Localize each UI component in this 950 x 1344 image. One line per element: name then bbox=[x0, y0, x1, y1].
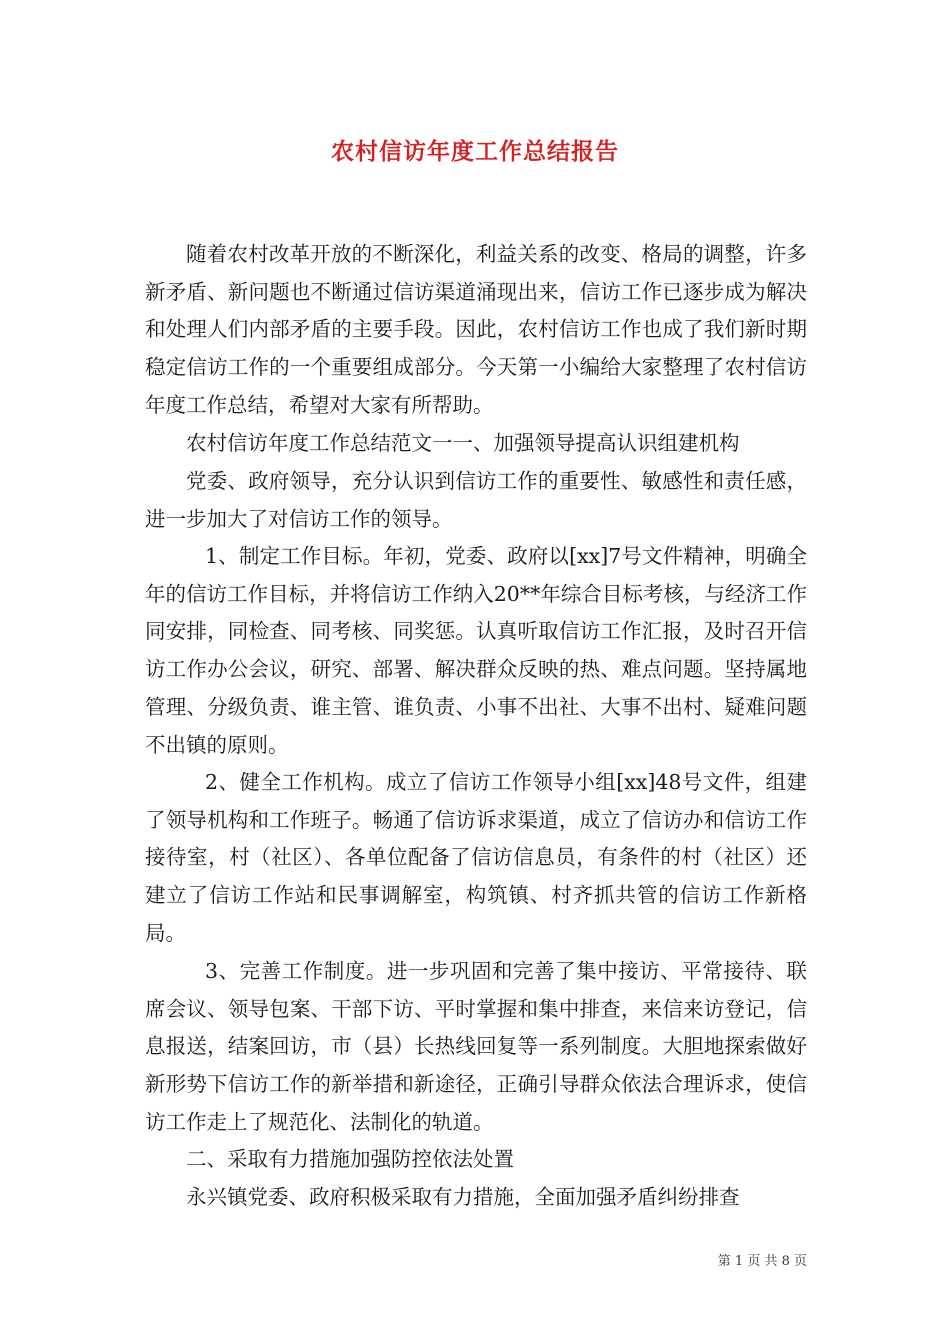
paragraph-leadership: 党委、政府领导，充分认识到信访工作的重要性、敏感性和责任感，进一步加大了对信访工作的领导。 bbox=[145, 469, 807, 531]
paragraph-section-two-body: 永兴镇党委、政府积极采取有力措施，全面加强矛盾纠纷排查 bbox=[186, 1185, 740, 1209]
page-number-footer: 第 1 页 共 8 页 bbox=[717, 1254, 807, 1269]
paragraph-intro: 随着农村改革开放的不断深化，利益关系的改变、格局的调整，许多新矛盾、新问题也不断通过信访渠道涌现出来，信访工作已逐步成为解决和处理人们内部矛盾的主要手段。因此，农村信访工作也成了我们新时期稳定信访工作的一个重要组成部分。今天第一小编给大家整理了农村信访年度工作总结，希望对大家有所帮助。 bbox=[145, 242, 807, 417]
paragraph-item-2: 2、健全工作机构。成立了信访工作领导小组[xx]48号文件，组建了领导机构和工作班子。畅通了信访诉求渠道，成立了信访办和信访工作接待室，村（社区）、各单位配备了信访信息员，有条件的村（社区）还建立了信访工作站和民事调解室，构筑镇、村齐抓共管的信访工作新格局。 bbox=[145, 770, 807, 945]
paragraph-item-1: 1、制定工作目标。年初，党委、政府以[xx]7号文件精神，明确全年的信访工作目标，并将信访工作纳入20**年综合目标考核，与经济工作同安排，同检查、同考核、同奖惩。认真听取信访工作汇报，及时召开信访工作办公会议，研究、部署、解决群众反映的热、难点问题。坚持属地管理、分级负责、谁主管、谁负责、小事不出社、大事不出村、疑难问题不出镇的原则。 bbox=[145, 544, 807, 757]
paragraph-section-two-heading: 二、采取有力措施加强防控依法处置 bbox=[186, 1147, 514, 1171]
paragraph-section-heading: 农村信访年度工作总结范文一一、加强领导提高认识组建机构 bbox=[186, 431, 740, 455]
document-title: 农村信访年度工作总结报告 bbox=[331, 139, 619, 165]
paragraph-item-3: 3、完善工作制度。进一步巩固和完善了集中接访、平常接待、联席会议、领导包案、干部下访、平时掌握和集中排查，来信来访登记，信息报送，结案回访，市（县）长热线回复等一系列制度。大胆地探索做好新形势下信访工作的新举措和新途径，正确引导群众依法合理诉求，使信访工作走上了规范化、法制化的轨道。 bbox=[145, 959, 807, 1134]
